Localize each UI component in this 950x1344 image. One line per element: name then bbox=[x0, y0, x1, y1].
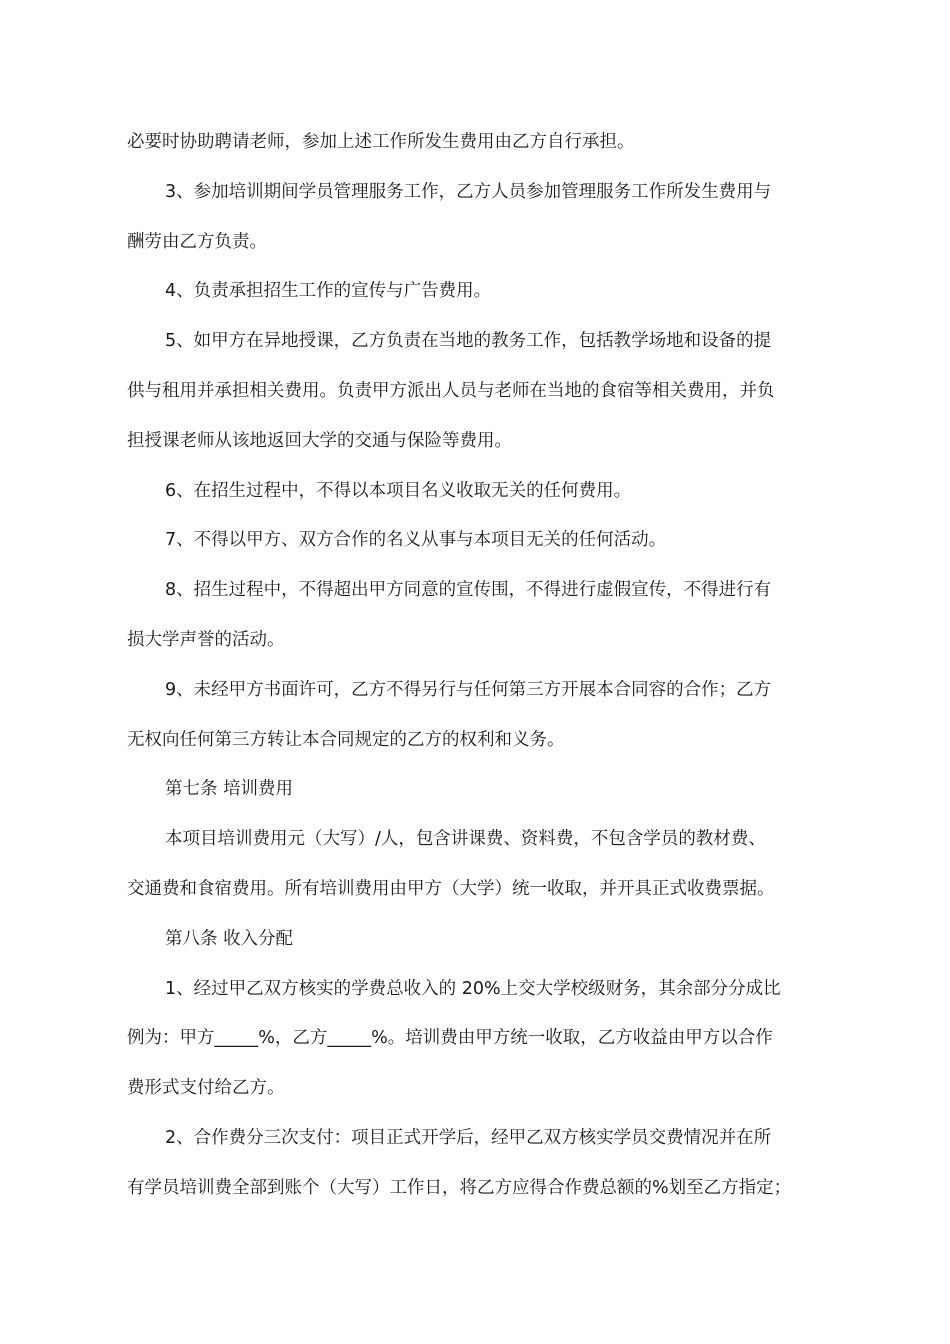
text-line: 有学员培训费全部到账个（大写）工作日，将乙方应得合作费总额的%划至乙方指定； bbox=[127, 1177, 792, 1198]
text-line: 必要时协助聘请老师，参加上述工作所发生费用由乙方自行承担。 bbox=[127, 132, 635, 152]
document-body bbox=[127, 118, 843, 1214]
text-line: 9、未经甲方书面许可，乙方不得另行与任何第三方开展本合同容的合作；乙方 bbox=[165, 679, 772, 700]
text-line: 例为：甲方_____%，乙方_____%。培训费由甲方统一收取，乙方收益由甲方以合作 bbox=[127, 1028, 773, 1049]
text-line: 6、在招生过程中，不得以本项目名义收取无关的任何费用。 bbox=[165, 480, 632, 501]
text-line: 损大学声誉的活动。 bbox=[127, 629, 285, 650]
text-line: 酬劳由乙方负责。 bbox=[127, 231, 267, 252]
text-line: 供与租用并承担相关费用。负责甲方派出人员与老师在当地的食宿等相关费用，并负 bbox=[127, 380, 775, 401]
section-heading: 第八条 收入分配 bbox=[165, 928, 294, 949]
section-heading: 第七条 培训费用 bbox=[165, 779, 294, 800]
text-line: 费形式支付给乙方。 bbox=[127, 1078, 285, 1099]
text-line: 1、经过甲乙双方核实的学费总收入的 20%上交大学校级财务，其余部分分成比 bbox=[165, 978, 781, 999]
text-line: 交通费和食宿费用。所有培训费用由甲方（大学）统一收取，并开具正式收费票据。 bbox=[127, 878, 775, 899]
text-line: 无权向任何第三方转让本合同规定的乙方的权利和义务。 bbox=[127, 729, 565, 750]
text-line: 本项目培训费用元（大写）/人，包含讲课费、资料费，不包含学员的教材费、 bbox=[165, 829, 766, 850]
text-line: 8、招生过程中，不得超出甲方同意的宣传围，不得进行虚假宣传，不得进行有 bbox=[165, 580, 772, 601]
text-line: 3、参加培训期间学员管理服务工作，乙方人员参加管理服务工作所发生费用与 bbox=[165, 181, 772, 202]
text-line: 5、如甲方在异地授课，乙方负责在当地的教务工作，包括教学场地和设备的提 bbox=[165, 331, 772, 352]
text-line: 4、负责承担招生工作的宣传与广告费用。 bbox=[165, 281, 492, 302]
text-line: 2、合作费分三次支付：项目正式开学后，经甲乙双方核实学员交费情况并在所 bbox=[165, 1127, 772, 1148]
text-line: 担授课老师从该地返回大学的交通与保险等费用。 bbox=[127, 430, 512, 451]
text-line: 7、不得以甲方、双方合作的名义从事与本项目无关的任何活动。 bbox=[165, 530, 667, 551]
